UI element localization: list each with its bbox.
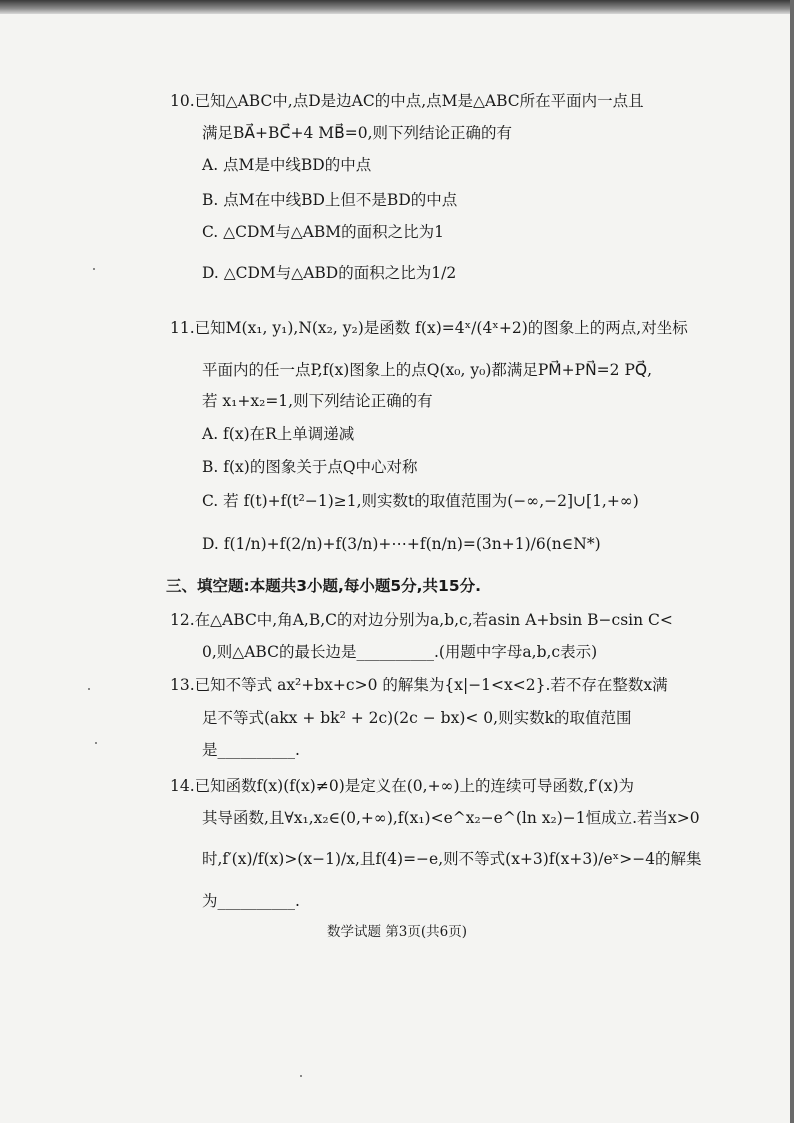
q11-stem-line1: 11.已知M(x₁, y₁),N(x₂, y₂)是函数 f(x)=4ˣ/(4ˣ+2)的图象上的两点,对坐标	[170, 319, 688, 337]
scan-speck	[93, 268, 95, 270]
q10-option-b: B. 点M在中线BD上但不是BD的中点	[202, 191, 458, 209]
q11-option-b: B. f(x)的图象关于点Q中心对称	[202, 458, 418, 476]
q10-stem-line2: 满足BA⃗+BC⃗+4 MB⃗=0,则下列结论正确的有	[202, 124, 513, 142]
q10-option-c: C. △CDM与△ABM的面积之比为1	[202, 223, 444, 241]
scan-speck	[88, 688, 90, 690]
scan-speck	[300, 1075, 302, 1077]
section-heading-fill-in: 三、填空题:本题共3小题,每小题5分,共15分.	[166, 577, 482, 595]
q14-line3: 时,f′(x)/f(x)>(x−1)/x,且f(4)=−e,则不等式(x+3)f(x+3)/eˣ>−4的解集	[202, 850, 702, 868]
q10-stem-line1: 10.已知△ABC中,点D是边AC的中点,点M是△ABC所在平面内一点且	[170, 92, 644, 110]
q13-line3: 是__________.	[202, 741, 300, 759]
q10-option-a: A. 点M是中线BD的中点	[202, 156, 372, 174]
q11-stem-line2: 平面内的任一点P,f(x)图象上的点Q(x₀, y₀)都满足PM⃗+PN⃗=2 PQ⃗,	[202, 361, 653, 379]
page-footer: 数学试题 第3页(共6页)	[326, 924, 467, 940]
q12-line2: 0,则△ABC的最长边是__________.(用题中字母a,b,c表示)	[202, 643, 598, 661]
q11-option-a: A. f(x)在R上单调递减	[202, 425, 355, 443]
q11-option-c: C. 若 f(t)+f(t²−1)≥1,则实数t的取值范围为(−∞,−2]∪[1,+∞)	[202, 492, 639, 510]
q14-line2: 其导函数,且∀x₁,x₂∈(0,+∞),f(x₁)<e^x₂−e^(ln x₂)−1恒成立.若当x>0	[202, 809, 700, 827]
q11-stem-line3: 若 x₁+x₂=1,则下列结论正确的有	[202, 392, 433, 410]
scan-top-border	[0, 0, 794, 14]
scan-right-edge	[790, 0, 794, 1123]
scan-speck	[95, 742, 97, 744]
q10-option-d: D. △CDM与△ABD的面积之比为1/2	[202, 264, 457, 282]
q14-line1: 14.已知函数f(x)(f(x)≠0)是定义在(0,+∞)上的连续可导函数,f′(x)为	[170, 777, 635, 795]
q11-option-d: D. f(1/n)+f(2/n)+f(3/n)+⋯+f(n/n)=(3n+1)/6(n∈N*)	[202, 535, 601, 553]
q13-line1: 13.已知不等式 ax²+bx+c>0 的解集为{x|−1<x<2}.若不存在整数x满	[170, 676, 668, 694]
q14-line4: 为__________.	[202, 892, 300, 910]
q12-line1: 12.在△ABC中,角A,B,C的对边分别为a,b,c,若asin A+bsin B−csin C<	[170, 611, 673, 629]
q13-line2: 足不等式(akx + bk² + 2c)(2c − bx)< 0,则实数k的取值范围	[202, 709, 632, 727]
